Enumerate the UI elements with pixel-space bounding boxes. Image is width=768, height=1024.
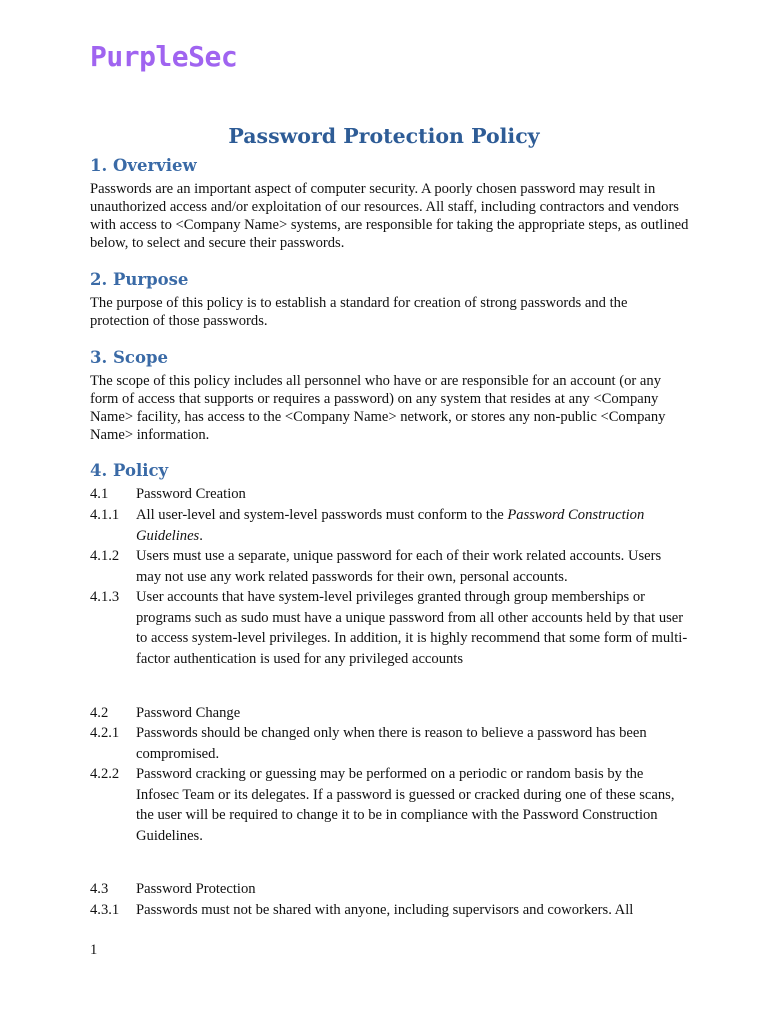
policy-item-suffix: . [199, 527, 203, 544]
policy-item-text: Passwords must not be shared with anyone, including supervisors and coworkers. All [136, 902, 634, 918]
policy-item-number: 4.1.1 [90, 507, 120, 523]
policy-item-text: Password Change [136, 705, 241, 721]
section-heading-policy [90, 461, 168, 480]
section-heading-overview [90, 156, 197, 175]
purpose-paragraph: The purpose of this policy is to establish a standard for creation of strong passwords and the protection of those passwords. [90, 295, 628, 329]
page-number: 1 [90, 942, 98, 958]
policy-item-text-block [136, 505, 688, 546]
policy-item-text: Password Protection [136, 881, 256, 897]
section-number: 3. [90, 348, 108, 367]
purplesec-logo: PurpleSec [90, 40, 238, 73]
policy-item-text: Passwords should be changed only when there is reason to believe a password has been compromised. [136, 725, 647, 762]
policy-item-number: 4.2.1 [90, 725, 120, 741]
scope-paragraph: The scope of this policy includes all personnel who have or are responsible for an account (or any form of access that supports or requires a password) on any system that resides at any <Company Name> facility, has access to the <Company Name> network, or stores any non-public <Company Name> information. [90, 373, 666, 443]
policy-item-text: Password cracking or guessing may be performed on a periodic or random basis by the Infosec Team or its delegates. If a password is guessed or cracked during one of these scans, the user will be required to change it to be in compliance with the Password Construction Guidelines. [136, 766, 675, 844]
policy-item-number: 4.2 [90, 705, 109, 721]
section-heading-text: Policy [113, 461, 169, 480]
policy-item-text: Password Creation [136, 486, 246, 502]
section-number: 4. [90, 461, 108, 480]
policy-item-text: Users must use a separate, unique password for each of their work related accounts. Users may not use any work related passwords for their own, personal accounts. [136, 548, 662, 585]
section-heading-text: Overview [113, 156, 197, 175]
guidelines-reference: Password Construction Guidelines [136, 507, 645, 544]
section-number: 2. [90, 270, 108, 289]
policy-item-text: User accounts that have system-level privileges granted through group memberships or programs such as sudo must have a unique password from all other accounts held by that user to access system-level privileges. In addition, it is highly recommend that some form of multi-factor authentication is used for any privileged accounts [136, 589, 688, 667]
section-heading-scope [90, 348, 168, 367]
section-heading-text: Purpose [113, 270, 189, 289]
section-heading-text: Scope [113, 348, 169, 367]
policy-item-number: 4.1.3 [90, 589, 120, 605]
page-title: Password Protection Policy [228, 124, 540, 148]
policy-item-number: 4.1 [90, 486, 109, 502]
policy-item-number: 4.2.2 [90, 766, 120, 782]
policy-item-number: 4.3.1 [90, 902, 120, 918]
policy-item-number: 4.3 [90, 881, 109, 897]
policy-item-number: 4.1.2 [90, 548, 120, 564]
section-heading-purpose [90, 270, 188, 289]
section-number: 1. [90, 156, 108, 175]
policy-item-text: All user-level and system-level passwords must conform to the [136, 507, 508, 523]
overview-paragraph: Passwords are an important aspect of computer security. A poorly chosen password may result in unauthorized access and/or exploitation of our resources. All staff, including contractors and vendors with access to <Company Name> systems, are responsible for taking the appropriate steps, as outlined below, to select and secure their passwords. [90, 181, 689, 251]
